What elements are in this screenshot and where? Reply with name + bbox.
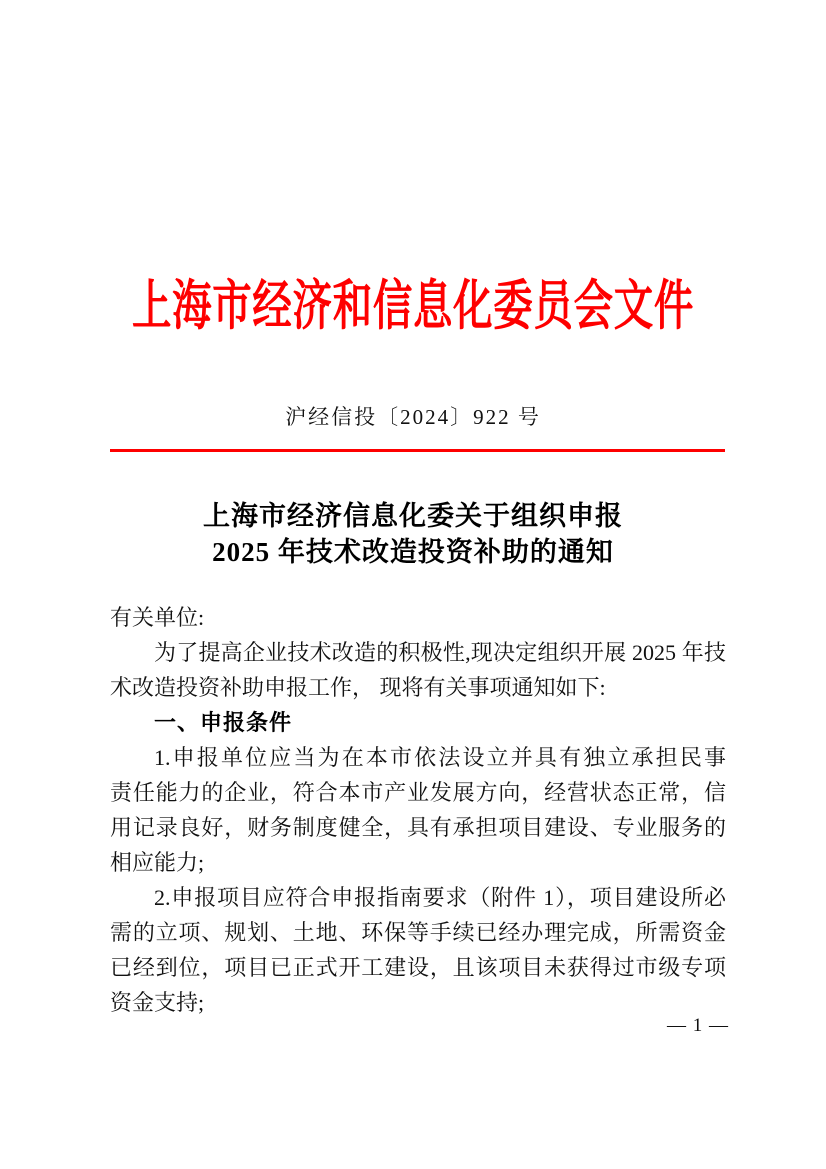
agency-banner-title: 上海市经济和信息化委员会文件 <box>131 276 695 336</box>
document-number: 沪经信投〔2024〕922 号 <box>285 405 541 429</box>
intro-paragraph-line-1: 为了提高企业技术改造的积极性,现决定组织开展 2025 年技 <box>154 640 726 665</box>
intro-paragraph-line-2: 术改造投资补助申报工作， 现将有关事项通知如下: <box>110 675 606 700</box>
notice-title-line1: 上海市经济信息化委关于组织申报 <box>203 501 623 531</box>
condition-1-line-1: 1.申报单位应当为在本市依法设立并具有独立承担民事 <box>154 745 726 770</box>
notice-title-line2: 2025 年技术改造投资补助的通知 <box>212 537 614 567</box>
condition-2-line-1: 2.申报项目应符合申报指南要求（附件 1），项目建设所必 <box>154 885 726 910</box>
condition-2-line-4: 资金支持; <box>110 990 205 1015</box>
condition-1-line-3: 用记录良好，财务制度健全，具有承担项目建设、专业服务的 <box>110 815 726 840</box>
salutation-line: 有关单位: <box>110 605 205 630</box>
agency-banner <box>0 276 826 336</box>
notice-title <box>0 498 826 570</box>
condition-2-line-2: 需的立项、规划、土地、环保等手续已经办理完成，所需资金 <box>110 920 726 945</box>
section-heading-application-conditions: 一、申报条件 <box>154 710 293 735</box>
condition-2-line-3: 已经到位，项目已正式开工建设，且该项目未获得过市级专项 <box>110 955 726 980</box>
condition-1-line-2: 责任能力的企业，符合本市产业发展方向，经营状态正常，信 <box>110 780 726 805</box>
condition-1-line-4: 相应能力; <box>110 850 205 875</box>
red-separator-line <box>110 449 725 452</box>
document-body <box>110 600 726 1020</box>
page-number: — 1 — <box>667 1015 729 1036</box>
